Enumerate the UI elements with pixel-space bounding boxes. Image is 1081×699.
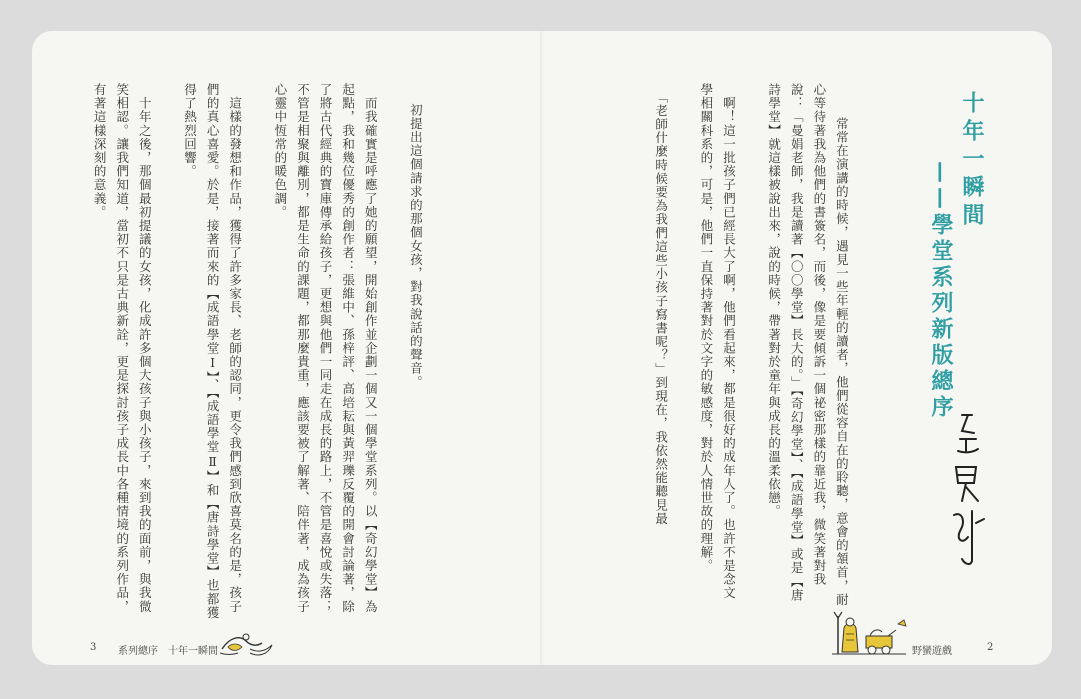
preface-subtitle: ——學堂系列新版總序 <box>928 161 954 421</box>
page-gutter <box>540 31 544 665</box>
right-paragraph-3: 「老師什麼時候要為我們這些小孩子寫書呢？」到現在，我依然能聽見最 <box>653 83 669 526</box>
book-spread <box>32 31 1052 665</box>
left-paragraph-3: 這樣的發想和作品，獲得了許多家長、老師的認同，更令我們感到欣喜莫名的是，孩子們的真心喜愛。於是，接著而來的【成語學堂Ⅰ】、【成語學堂Ⅱ】和【唐詩學堂】也都獲得了熱烈回響。 <box>182 83 243 620</box>
right-paragraph-2: 啊！這一批孩子們已經長大了啊，他們看起來，都是很好的成年人了。也許不是念文學相關科系的，可是，他們一直保持著對於文字的敏感度，對於人情世故的理解。 <box>698 83 737 600</box>
wizard-and-cart-illustration <box>828 604 910 660</box>
left-paragraph-2: 而我確實是呼應了她的願望，開始創作並企劃一個又一個學堂系列。以【奇幻學堂】為起點，我和幾位優秀的創作者：張維中、孫梓評、高培耘與黃羿瓅反覆的開會討論著，除了將古代經典的寶庫傳承給孩子，更想與他們一同走在成長的路上，不管是喜悅或失落；不管是相聚與離別，都是生命的課題，都那麼貴重，應該要被了解著、陪伴著，成為孩子心靈中恆常的暖色調。 <box>272 83 379 614</box>
left-paragraph-1: 初提出這個請求的那個女孩，對我說話的聲音。 <box>408 103 424 389</box>
left-paragraph-4: 十年之後，那個最初提議的女孩，化成許多個大孩子與小孩子，來到我的面前，與我微笑相認。讓我們知道，當初不只是古典新詮，更是探討孩子成長中各種情境的系列作品，有著這樣深刻的意義。 <box>92 83 153 614</box>
left-running-head: 系列總序 十年一瞬間 <box>118 646 218 657</box>
left-page-number: 3 <box>90 642 97 653</box>
right-running-head: 野蠻遊戲 <box>912 646 952 657</box>
flying-figure-illustration <box>216 625 276 659</box>
author-signature <box>932 411 992 571</box>
right-page-number: 2 <box>987 642 994 653</box>
right-page-body <box>653 83 875 613</box>
preface-title: 十年一瞬間 <box>959 91 985 231</box>
left-page-body <box>92 83 449 623</box>
right-paragraph-1: 常常在演講的時候，遇見一些年輕的讀者，他們從容自在的聆聽，意會的頷首，耐心等待著我為他們的書簽名，而後，像是要傾訴一個祕密那樣的靠近我，微笑著對我說：「曼娟老師，我是讀著【〇〇學堂】長大的。」【奇幻學堂】、【成語學堂】或是【唐詩學堂】就這樣被說出來，說的時候，帶著對於童年與成長的溫柔依戀。 <box>766 83 850 607</box>
